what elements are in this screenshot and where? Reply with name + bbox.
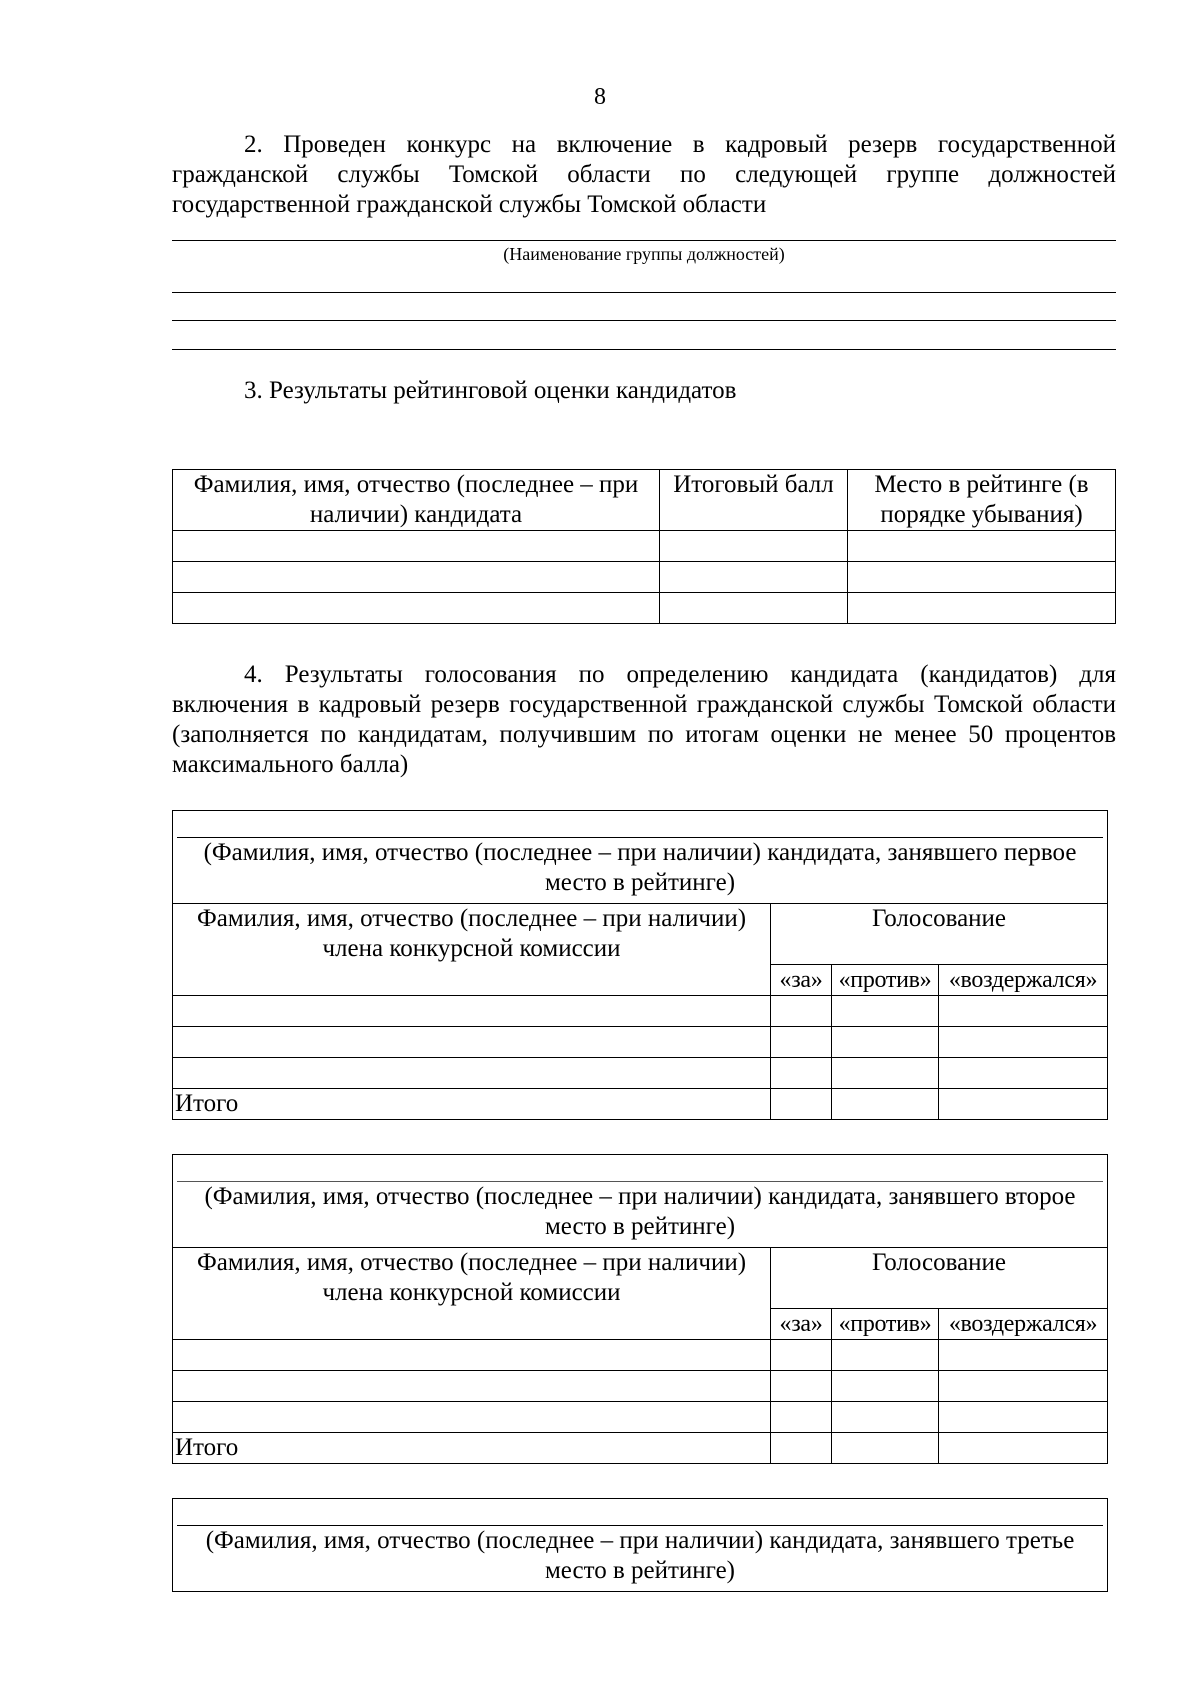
vote-header: Голосование <box>771 1248 1108 1309</box>
table-row <box>173 1371 1108 1402</box>
vote-for-header: «за» <box>771 965 832 996</box>
candidate-name-cell[interactable] <box>173 1155 1108 1248</box>
table-row <box>173 1340 1108 1371</box>
total-label: Итого <box>173 1089 771 1120</box>
rating-table-header <box>173 470 1116 531</box>
vote-against-header: «против» <box>832 965 939 996</box>
position-group-input-line[interactable] <box>172 240 1116 241</box>
table-row <box>173 1058 1108 1089</box>
candidate-name-cell[interactable] <box>173 1499 1108 1592</box>
vote-abstained-header: «воздержался» <box>939 1309 1108 1340</box>
table-row <box>173 1027 1108 1058</box>
vote-header: Голосование <box>771 904 1108 965</box>
vote-table-second-candidate <box>172 1154 1108 1464</box>
table-row <box>173 593 1116 624</box>
candidate-caption: (Фамилия, имя, отчество (последнее – при наличии) кандидата, занявшего второе место в рейтинге) <box>204 1183 1076 1240</box>
position-group-caption: (Наименование группы должностей) <box>503 244 785 264</box>
fill-line[interactable] <box>172 292 1116 293</box>
member-header: Фамилия, имя, отчество (последнее – при наличии) члена конкурсной комиссии <box>173 904 771 996</box>
header-total-score: Итоговый балл <box>660 470 848 531</box>
candidate-caption: (Фамилия, имя, отчество (последнее – при наличии) кандидата, занявшего третье место в рейтинге) <box>205 1527 1075 1584</box>
total-row <box>173 1433 1108 1464</box>
candidate-name-cell[interactable] <box>173 811 1108 904</box>
section-4-text: 4. Результаты голосования по определению кандидата (кандидатов) для включения в кадровый резерв государственной гражданской службы Томской области (заполняется по кандидатам, получившим по итогам оценки не менее 50 процентов максимального балла) <box>172 661 1116 778</box>
page-number: 8 <box>594 84 606 110</box>
candidate-caption: (Фамилия, имя, отчество (последнее – при наличии) кандидата, занявшего первое место в рейтинге) <box>203 839 1077 896</box>
table-row <box>173 562 1116 593</box>
vote-for-header: «за» <box>771 1309 832 1340</box>
vote-abstained-header: «воздержался» <box>939 965 1108 996</box>
fill-line[interactable] <box>172 349 1116 350</box>
table-row <box>173 996 1108 1027</box>
total-label: Итого <box>173 1433 771 1464</box>
table-row <box>173 531 1116 562</box>
section-3-heading: 3. Результаты рейтинговой оценки кандидатов <box>244 377 737 404</box>
header-candidate-name: Фамилия, имя, отчество (последнее – при наличии) кандидата <box>173 470 660 531</box>
vote-against-header: «против» <box>832 1309 939 1340</box>
header-rating-place: Место в рейтинге (в порядке убывания) <box>848 470 1116 531</box>
vote-table-first-candidate <box>172 810 1108 1120</box>
rating-table <box>172 469 1116 624</box>
vote-table-third-candidate <box>172 1498 1108 1592</box>
fill-line[interactable] <box>172 320 1116 321</box>
member-header: Фамилия, имя, отчество (последнее – при наличии) члена конкурсной комиссии <box>173 1248 771 1340</box>
total-row <box>173 1089 1108 1120</box>
section-2-text: 2. Проведен конкурс на включение в кадровый резерв государственной гражданской службы Томской области по следующей группе должностей государственной гражданской службы Томской области <box>172 131 1116 218</box>
table-row <box>173 1402 1108 1433</box>
